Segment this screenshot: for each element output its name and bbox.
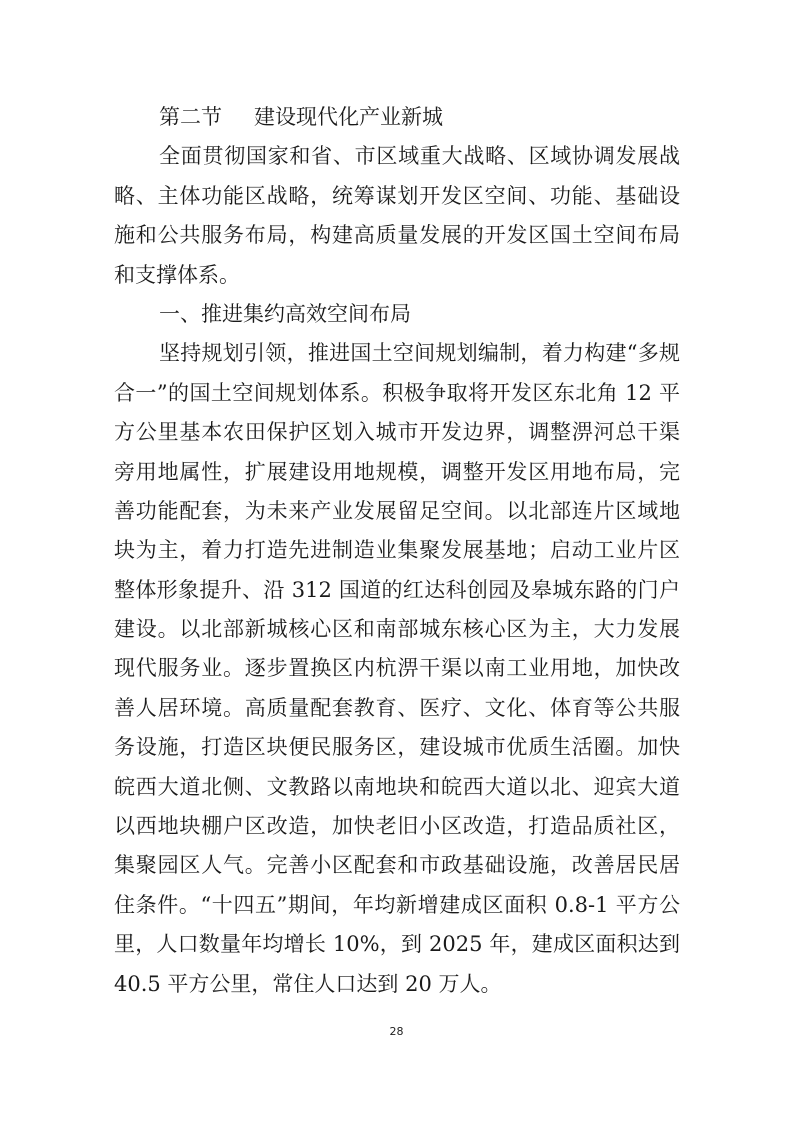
body-line: 合一”的国土空间规划体系。积极争取将开发区东北角 12 平 — [114, 380, 680, 405]
body-line: 坚持规划引领，推进国土空间规划编制，着力构建“多规 — [159, 341, 680, 366]
intro-line: 施和公共服务布局，构建高质量发展的开发区国土空间布局 — [114, 223, 680, 248]
body-line: 皖西大道北侧、文教路以南地块和皖西大道以北、迎宾大道 — [114, 774, 680, 799]
intro-line: 和支撑体系。 — [114, 262, 240, 287]
body-line: 善人居环境。高质量配套教育、医疗、文化、体育等公共服 — [114, 695, 680, 720]
section-number: 第二节 — [159, 105, 222, 129]
body-line: 建设。以北部新城核心区和南部城东核心区为主，大力发展 — [114, 617, 680, 642]
body-line: 旁用地属性，扩展建设用地规模，调整开发区用地布局，完 — [114, 459, 680, 484]
section-heading — [114, 98, 680, 137]
page-number: 28 — [389, 1025, 404, 1038]
body-line: 现代服务业。逐步置换区内杭淠干渠以南工业用地，加快改 — [114, 656, 680, 681]
subsection-title: 一、推进集约高效空间布局 — [159, 301, 411, 326]
body-line: 方公里基本农田保护区划入城市开发边界，调整淠河总干渠 — [114, 420, 680, 445]
intro-line: 略、主体功能区战略，统筹谋划开发区空间、功能、基础设 — [114, 183, 680, 208]
body-line: 整体形象提升、沿 312 国道的红达科创园及皋城东路的门户 — [114, 577, 680, 602]
body-line: 集聚园区人气。完善小区配套和市政基础设施，改善居民居 — [114, 853, 680, 878]
section-title: 建设现代化产业新城 — [254, 105, 443, 129]
body-line: 住条件。“十四五”期间，年均新增建成区面积 0.8-1 平方公 — [114, 892, 680, 917]
body-line: 40.5 平方公里，常住人口达到 20 万人。 — [114, 971, 502, 996]
body-line: 务设施，打造区块便民服务区，建设城市优质生活圈。加快 — [114, 735, 680, 760]
body-line: 以西地块棚户区改造，加快老旧小区改造，打造品质社区， — [114, 814, 680, 839]
body-line: 里，人口数量年均增长 10%，到 2025 年，建成区面积达到 — [114, 932, 680, 957]
body-line: 善功能配套，为未来产业发展留足空间。以北部连片区域地 — [114, 498, 680, 523]
intro-line: 全面贯彻国家和省、市区域重大战略、区域协调发展战 — [159, 144, 680, 169]
body-line: 块为主，着力打造先进制造业集聚发展基地；启动工业片区 — [114, 538, 680, 563]
body-text — [114, 98, 680, 1004]
